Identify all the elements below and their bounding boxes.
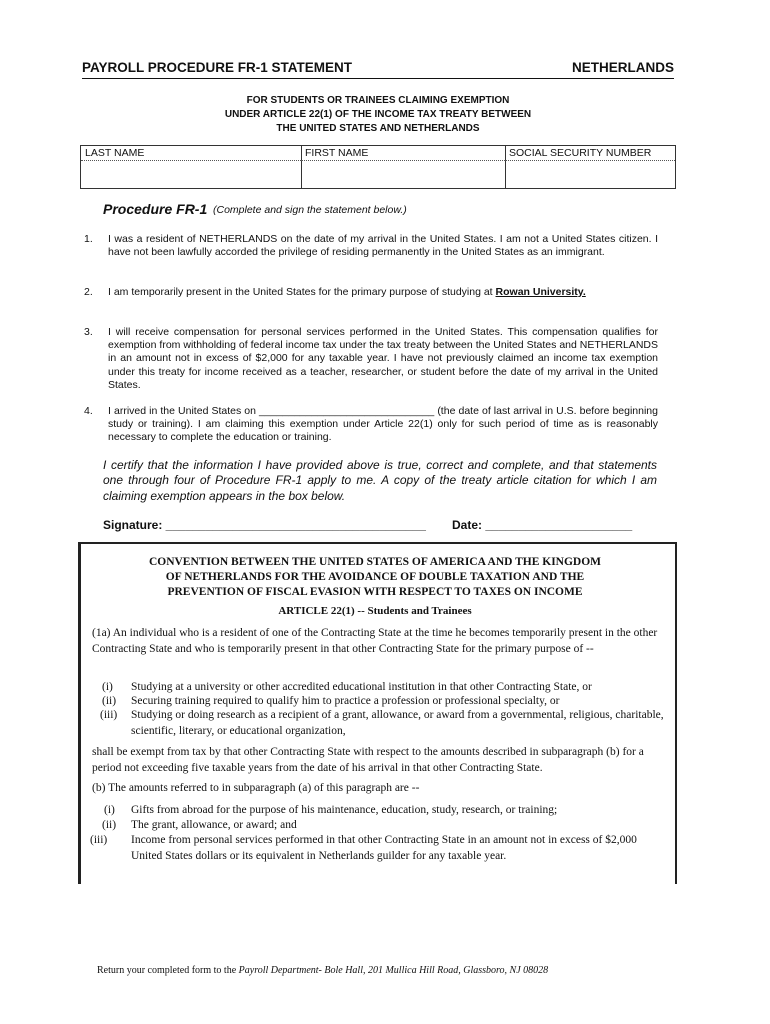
payroll-address: Payroll Department- Bole Hall, 201 Mullica Hill Road, Glassboro, NJ 08028 xyxy=(238,965,549,976)
form-title: PAYROLL PROCEDURE FR-1 STATEMENT xyxy=(82,60,353,75)
ssn-label: SOCIAL SECURITY NUMBER xyxy=(505,146,675,161)
list-b-num-1: (i) xyxy=(104,804,115,816)
last-name-label: LAST NAME xyxy=(81,146,301,161)
list-b-text-2: The grant, allowance, or award; and xyxy=(131,819,297,831)
ssn-field[interactable] xyxy=(505,146,675,188)
procedure-note: (Complete and sign the statement below.) xyxy=(213,204,407,216)
first-name-label: FIRST NAME xyxy=(301,146,505,161)
form-title-bar xyxy=(82,60,674,79)
item-text: I arrived in the United States on ______________________________ (the date of last arrival in U.S. before beginning study or training). I am claiming this exemption under Article 22(1) only for such period of time as is reasonably necessary to complete the education or training. xyxy=(108,405,658,444)
list-b-num-2: (ii) xyxy=(102,819,117,831)
statement-item-3 xyxy=(84,326,658,392)
last-name-field[interactable] xyxy=(81,146,302,188)
subtitle-line-1: FOR STUDENTS OR TRAINEES CLAIMING EXEMPTION xyxy=(246,95,510,106)
paragraph-1a: (1a) An individual who is a resident of one of the Contracting State at the time he becomes temporarily present in the other Contracting State and who is temporarily present in that other Contracting State for the primary purpose of -- xyxy=(92,627,658,655)
list-a-text-2: Securing training required to qualify him to practice a profession or professional specialty, or xyxy=(131,695,560,707)
subtitle-line-3: THE UNITED STATES AND NETHERLANDS xyxy=(276,123,480,134)
return-instructions xyxy=(97,965,697,976)
list-a-num-2: (ii) xyxy=(102,695,117,707)
treaty-heading-line-1: CONVENTION BETWEEN THE UNITED STATES OF AMERICA AND THE KINGDOM xyxy=(148,556,602,568)
footer-prefix: Return your completed form to the xyxy=(97,965,239,976)
list-a-num-3: (iii) xyxy=(100,709,118,721)
item-number: 3. xyxy=(84,326,93,338)
subtitle-line-2: UNDER ARTICLE 22(1) OF THE INCOME TAX TREATY BETWEEN xyxy=(224,109,532,120)
statement-item-2 xyxy=(84,286,658,314)
date-line[interactable]: Date: ______________________ xyxy=(452,518,633,532)
school-name: Rowan University. xyxy=(495,286,586,298)
list-b-text-1: Gifts from abroad for the purpose of his maintenance, education, study, research, or training; xyxy=(131,804,558,816)
identity-fields xyxy=(80,145,676,189)
statement-item-1 xyxy=(84,233,658,273)
treaty-heading-line-3: PREVENTION OF FISCAL EVASION WITH RESPECT TO TAXES ON INCOME xyxy=(167,586,583,598)
list-b-num-3: (iii) xyxy=(90,834,108,846)
first-name-field[interactable] xyxy=(301,146,506,188)
item-2-text: I am temporarily present in the United States for the primary purpose of studying at xyxy=(108,286,493,298)
list-a-num-1: (i) xyxy=(102,681,113,693)
paragraph-b: (b) The amounts referred to in subparagraph (a) of this paragraph are -- xyxy=(92,782,420,794)
item-number: 2. xyxy=(84,286,93,298)
certification-statement: I certify that the information I have provided above is true, correct and complete, and that statements one through four of Procedure FR-1 apply to me. A copy of the treaty article citation for which I am claiming exemption appears in the box below. xyxy=(103,458,657,503)
treaty-heading-line-2: OF NETHERLANDS FOR THE AVOIDANCE OF DOUBLE TAXATION AND THE xyxy=(165,571,585,583)
list-a-text-3: Studying or doing research as a recipient of a grant, allowance, or award from a governmental, religious, charitable, scientific, literary, or educational organization, xyxy=(131,709,664,737)
item-text xyxy=(108,286,658,299)
item-number: 4. xyxy=(84,405,93,417)
list-a-text-1: Studying at a university or other accredited educational institution in that other Contracting State, or xyxy=(131,681,592,693)
statement-item-4 xyxy=(84,405,658,445)
country-name: NETHERLANDS xyxy=(571,60,674,75)
procedure-heading: Procedure FR-1 xyxy=(103,201,208,217)
item-number: 1. xyxy=(84,233,93,245)
item-text: I will receive compensation for personal services performed in the United States. This compensation qualifies for exemption from withholding of federal income tax under the tax treaty between the United States and NETHERLANDS in an amount not in excess of $2,000 for any taxable year. I have not previously claimed an income tax exemption under this treaty for income received as a teacher, researcher, or student before the date of my arrival in the United States. xyxy=(108,326,658,391)
item-text: I was a resident of NETHERLANDS on the date of my arrival in the United States. I am not a United States citizen. I have not been lawfully accorded the privilege of residing permanently in the United States as an immigrant. xyxy=(108,233,658,259)
paragraph-exempt: shall be exempt from tax by that other Contracting State with respect to the amounts described in subparagraph (b) for a period not exceeding five taxable years from the date of his arrival in that other Contracting State. xyxy=(92,746,644,774)
list-b-text-3: Income from personal services performed in that other Contracting State in an amount not in excess of $2,000 United States dollars or its equivalent in Netherlands guilder for any taxable year. xyxy=(131,834,637,862)
signature-line[interactable]: Signature: _______________________________________ xyxy=(103,518,426,532)
article-heading: ARTICLE 22(1) -- Students and Trainees xyxy=(278,605,472,617)
